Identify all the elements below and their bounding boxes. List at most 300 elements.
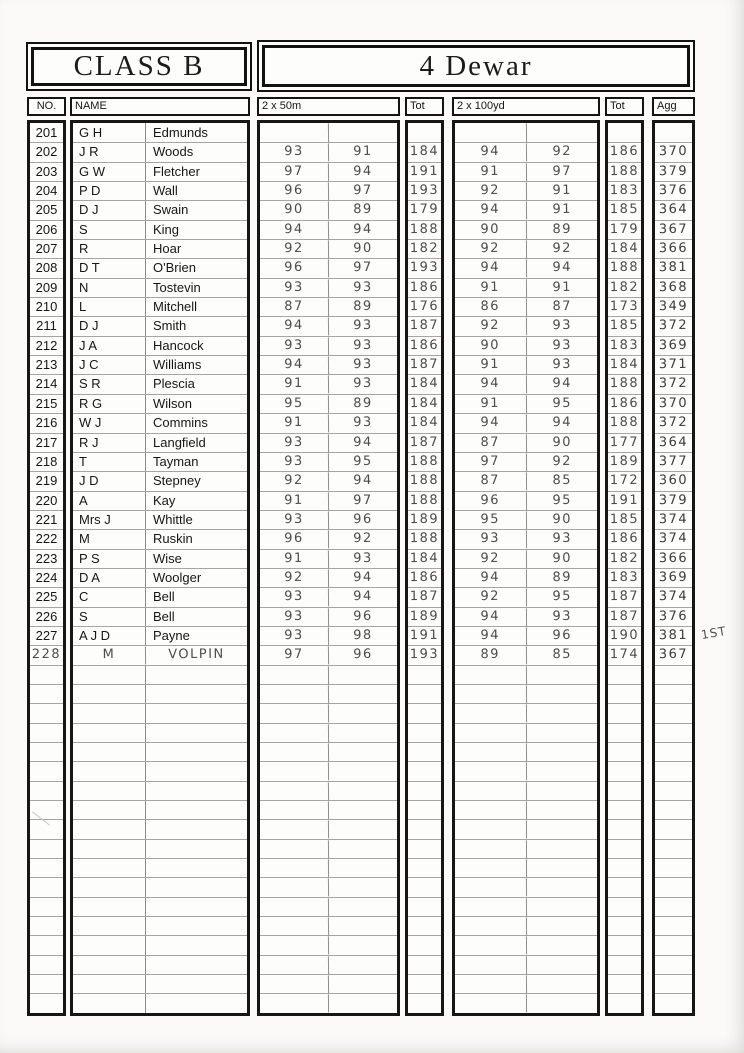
score-50m-card2-cell [328, 897, 397, 916]
surname-cell: Stepney [145, 472, 247, 490]
table-row [655, 394, 692, 413]
score-100yd-card2-cell [525, 665, 597, 684]
total-100yd-cell: 183 [609, 569, 640, 586]
table-row [655, 200, 692, 219]
row-number-cell [30, 782, 63, 800]
score-100yd-card1-cell [455, 917, 526, 936]
table-row [408, 587, 441, 606]
total-50m-cell: 184 [409, 376, 440, 392]
surname-cell [145, 975, 247, 993]
table-row [455, 955, 597, 974]
table-row [408, 819, 441, 838]
table-row [260, 549, 397, 568]
table-row [655, 529, 692, 548]
score-100yd-card2-cell [525, 936, 597, 955]
table-row [73, 452, 247, 471]
aggregate-block [652, 120, 695, 1016]
surname-cell: Swain [145, 201, 247, 219]
table-row [73, 645, 247, 664]
initials-cell [73, 898, 145, 916]
total-50m-cell: 191 [409, 163, 440, 179]
row-number-cell [30, 994, 63, 1012]
table-row [608, 123, 641, 142]
table-row [608, 645, 641, 664]
total-100yd-cell [608, 743, 641, 762]
initials-cell [73, 762, 145, 780]
score-100yd-card1-cell: 94 [480, 260, 501, 276]
aggregate-cell: 374 [658, 589, 689, 605]
table-row [655, 336, 692, 355]
total-50m-cell [408, 665, 441, 684]
table-row [30, 587, 63, 606]
surname-cell [145, 801, 247, 819]
score-100yd-card2-cell: 89 [525, 569, 597, 588]
score-100yd-card2-cell [525, 955, 597, 974]
surname-cell: Payne [145, 627, 247, 645]
table-row [408, 433, 441, 452]
table-row [30, 877, 63, 896]
score-100yd-card1-cell [455, 878, 526, 897]
aggregate-cell: 370 [658, 395, 689, 411]
aggregate-cell: 379 [658, 492, 689, 508]
table-row [30, 258, 63, 277]
score-50m-card1-cell [260, 665, 328, 684]
table-row [608, 316, 641, 335]
table-row [30, 374, 63, 393]
table-row [455, 645, 597, 664]
initials-cell: D J [79, 318, 99, 334]
row-number-cell [30, 956, 63, 974]
table-row [655, 510, 692, 529]
table-row [30, 355, 63, 374]
table-row [260, 993, 397, 1012]
total-100yd-cell [608, 123, 641, 143]
table-row [608, 800, 641, 819]
initials-cell: J A [79, 337, 98, 353]
row-number-cell [30, 975, 63, 993]
score-100yd-card1-cell [455, 994, 526, 1013]
score-100yd-card1-cell: 87 [480, 473, 501, 489]
surname-cell: Bell [145, 608, 247, 626]
table-row [30, 645, 63, 664]
score-50m-card1-cell: 93 [284, 511, 304, 527]
score-50m-card2-cell [328, 123, 397, 143]
score-50m-card2-cell: 94 [328, 472, 397, 491]
aggregate-cell [655, 685, 692, 704]
score-50m-card1-cell [260, 801, 328, 820]
total-50m-cell: 184 [409, 395, 440, 411]
surname-cell: Williams [145, 356, 247, 374]
table-row [73, 529, 247, 548]
table-row [455, 374, 597, 393]
score-50m-card1-cell [260, 762, 328, 781]
surname-cell: Plescia [145, 375, 247, 393]
table-row [608, 433, 641, 452]
score-100yd-card1-cell: 86 [480, 298, 501, 315]
table-row [73, 258, 247, 277]
initials-cell [73, 956, 145, 974]
table-row [73, 278, 247, 297]
table-row [608, 955, 641, 974]
initials-cell [73, 704, 145, 722]
table-row [260, 162, 397, 181]
total-100yd-cell [608, 704, 641, 723]
table-row [455, 742, 597, 761]
aggregate-cell: 366 [658, 550, 689, 566]
table-row [408, 278, 441, 297]
table-row [408, 549, 441, 568]
table-row [30, 220, 63, 239]
table-row [260, 645, 397, 664]
table-row [608, 239, 641, 258]
table-row [455, 355, 597, 374]
row-number-cell [30, 685, 63, 703]
score-50m-card1-cell: 91 [284, 492, 304, 508]
table-row [408, 974, 441, 993]
surname-cell [145, 917, 247, 935]
score-50m-card1-cell: 96 [284, 182, 304, 199]
table-row [608, 394, 641, 413]
total-50m-cell: 188 [409, 531, 440, 547]
score-100yd-card2-cell [525, 781, 597, 800]
column-header-agg: Agg [652, 97, 695, 116]
table-row [655, 993, 692, 1012]
table-row [30, 916, 63, 935]
table-row [455, 819, 597, 838]
score-100yd-card1-cell: 91 [480, 357, 501, 373]
initials-cell [73, 782, 145, 800]
initials-cell: N [79, 279, 89, 295]
row-number-cell [30, 859, 63, 877]
table-row [260, 452, 397, 471]
table-row [408, 297, 441, 316]
table-row [73, 607, 247, 626]
score-50m-card1-cell: 94 [284, 221, 304, 237]
surname-cell: Bell [145, 588, 247, 606]
score-100yd-card2-cell: 93 [525, 336, 597, 355]
initials-cell [73, 685, 145, 703]
table-row [608, 568, 641, 587]
score-50m-card2-cell [328, 762, 397, 781]
score-100yd-card1-cell: 91 [480, 395, 501, 411]
table-row [260, 781, 397, 800]
table-row [408, 316, 441, 335]
score-50m-card2-cell: 97 [328, 182, 397, 201]
table-row [30, 897, 63, 916]
table-row [260, 587, 397, 606]
row-number-cell: 208 [35, 260, 58, 276]
table-row [73, 510, 247, 529]
total-100yd-cell: 189 [609, 453, 640, 469]
table-row [408, 200, 441, 219]
row-number-cell [30, 724, 63, 742]
table-row [455, 142, 597, 161]
total-50m-cell [408, 975, 441, 994]
table-row [408, 955, 441, 974]
table-row [30, 316, 63, 335]
table-row [73, 877, 247, 896]
table-row [260, 510, 397, 529]
score-100yd-card2-cell: 85 [525, 646, 597, 665]
table-row [73, 162, 247, 181]
score-50m-card2-cell: 94 [328, 588, 397, 607]
score-100yd-card1-cell [455, 685, 526, 704]
table-row [260, 394, 397, 413]
table-row [260, 897, 397, 916]
column-header-tot-50: Tot [405, 97, 444, 116]
total-50m-cell: 189 [409, 608, 440, 624]
table-row [73, 800, 247, 819]
table-row [608, 258, 641, 277]
table-row [408, 993, 441, 1012]
score-100yd-card1-cell: 94 [480, 627, 501, 644]
table-row [608, 742, 641, 761]
table-row [655, 549, 692, 568]
table-row [30, 413, 63, 432]
table-row [260, 607, 397, 626]
initials-cell [73, 724, 145, 742]
score-50m-card2-cell: 92 [328, 530, 397, 549]
table-row [260, 877, 397, 896]
table-row [455, 626, 597, 645]
table-row [30, 239, 63, 258]
total-50m-cell: 182 [409, 240, 440, 257]
table-row [73, 993, 247, 1012]
row-number-cell: 210 [35, 299, 58, 315]
table-row [260, 703, 397, 722]
match-title: 4 Dewar [262, 45, 690, 87]
table-row [73, 297, 247, 316]
table-row [30, 761, 63, 780]
score-50m-card1-cell: 93 [284, 608, 304, 624]
score-50m-card2-cell [328, 917, 397, 936]
table-row [608, 684, 641, 703]
score-50m-card1-cell: 94 [284, 357, 304, 373]
table-row [608, 471, 641, 490]
total-50m-cell: 176 [409, 298, 440, 315]
row-number-cell: 207 [35, 241, 58, 257]
aggregate-cell: 377 [658, 453, 689, 469]
table-row [455, 607, 597, 626]
total-50m-cell: 189 [409, 511, 440, 528]
score-50m-card1-cell: 97 [284, 163, 304, 179]
surname-cell [145, 685, 247, 703]
table-row [73, 858, 247, 877]
table-row [408, 142, 441, 161]
table-row [408, 374, 441, 393]
aggregate-cell [655, 665, 692, 684]
aggregate-cell: 360 [658, 473, 689, 489]
total-50m-cell: 184 [409, 415, 440, 431]
initials-cell: J D [79, 473, 99, 489]
score-50m-card1-cell [260, 994, 328, 1013]
total-100yd-cell: 187 [609, 589, 640, 605]
score-100yd-card1-cell: 94 [480, 376, 501, 392]
score-100yd-card2-cell: 95 [525, 491, 597, 510]
score-100yd-card1-cell: 89 [480, 647, 501, 663]
surname-cell: Tayman [145, 453, 247, 471]
table-row [608, 374, 641, 393]
table-row [408, 916, 441, 935]
table-row [260, 839, 397, 858]
table-row [73, 316, 247, 335]
table-row [30, 626, 63, 645]
table-row [455, 587, 597, 606]
row-number-cell: 202 [35, 144, 58, 160]
initials-cell [73, 820, 145, 838]
row-number-cell: 223 [35, 550, 58, 566]
score-50m-card2-cell: 96 [328, 511, 397, 530]
table-row [655, 935, 692, 954]
table-row [455, 491, 597, 510]
row-number-cell [30, 704, 63, 722]
initials-cell: A [79, 492, 88, 508]
table-row [655, 433, 692, 452]
total-100yd-cell: 184 [609, 240, 640, 257]
score-50m-card1-cell: 90 [284, 202, 304, 218]
table-row [655, 819, 692, 838]
row-number-cell [30, 898, 63, 916]
total-100yd-cell [608, 820, 641, 839]
total-100yd-cell [608, 859, 641, 878]
initials-cell: S [79, 608, 88, 624]
table-row [455, 703, 597, 722]
score-50m-card1-cell: 92 [284, 240, 304, 257]
score-100yd-card1-cell: 92 [480, 550, 501, 566]
column-header-tot-100: Tot [605, 97, 644, 116]
score-50m-card1-cell: 97 [284, 647, 304, 663]
score-100yd-card2-cell [525, 743, 597, 762]
total-100yd-cell: 177 [609, 434, 640, 450]
score-50m-card1-cell: 93 [284, 279, 304, 295]
row-number-cell [30, 762, 63, 780]
table-row [73, 742, 247, 761]
initials-cell [73, 859, 145, 877]
table-row [608, 510, 641, 529]
aggregate-cell: 370 [658, 144, 689, 160]
initials-cell: T [79, 453, 87, 469]
table-row [73, 626, 247, 645]
table-row [608, 993, 641, 1012]
score-50m-card2-cell: 93 [328, 336, 397, 355]
initials-cell: S [79, 221, 88, 237]
table-row [608, 297, 641, 316]
table-row [455, 897, 597, 916]
row-number-cell: 226 [35, 608, 58, 624]
table-row [655, 858, 692, 877]
table-row [30, 491, 63, 510]
score-100yd-card2-cell: 91 [525, 278, 597, 297]
table-row [260, 955, 397, 974]
column-header-2x100yd: 2 x 100yd [452, 97, 600, 116]
total-100yd-cell: 182 [609, 279, 640, 295]
table-row [408, 839, 441, 858]
aggregate-cell: 367 [658, 221, 689, 237]
total-50m-cell [408, 878, 441, 897]
score-50m-card2-cell [328, 665, 397, 684]
total-100yd-cell: 186 [609, 531, 640, 547]
table-row [73, 897, 247, 916]
surname-cell [145, 762, 247, 780]
row-number-cell: 216 [35, 415, 58, 431]
surname-cell [145, 840, 247, 858]
total-100yd-cell: 188 [609, 415, 640, 431]
score-100yd-card1-cell: 92 [480, 240, 501, 257]
initials-cell: P S [79, 550, 100, 566]
aggregate-cell: 372 [658, 376, 689, 392]
table-row [30, 993, 63, 1012]
table-row [655, 278, 692, 297]
aggregate-cell [655, 723, 692, 742]
score-50m-card2-cell: 98 [328, 627, 397, 646]
table-row [455, 394, 597, 413]
table-row [73, 123, 247, 142]
column-header-no: NO. [27, 97, 66, 116]
score-100yd-card1-cell: 91 [480, 279, 501, 295]
table-row [30, 394, 63, 413]
total-50m-cell [408, 820, 441, 839]
score-50m-card1-cell: 96 [284, 260, 304, 276]
table-row [455, 993, 597, 1012]
total-50m-cell: 184 [409, 550, 440, 566]
score-50m-card1-cell: 93 [284, 589, 304, 605]
table-row [655, 142, 692, 161]
surname-cell: Woolger [145, 569, 247, 587]
table-row [73, 433, 247, 452]
table-row [655, 297, 692, 316]
table-row [655, 607, 692, 626]
score-50m-card2-cell [328, 878, 397, 897]
aggregate-cell [655, 878, 692, 897]
table-row [408, 607, 441, 626]
row-number-cell [30, 878, 63, 896]
table-row [260, 220, 397, 239]
score-100yd-card1-cell: 91 [480, 163, 501, 179]
score-100yd-card2-cell: 90 [525, 549, 597, 568]
row-number-cell: 219 [35, 473, 58, 489]
score-100yd-card1-cell [455, 897, 526, 916]
table-row [655, 684, 692, 703]
row-number-cell: 220 [35, 492, 58, 508]
table-row [455, 336, 597, 355]
total-50m-cell [408, 685, 441, 704]
table-row [73, 374, 247, 393]
table-row [30, 297, 63, 316]
total-50m-cell [408, 123, 441, 143]
surname-cell: Kay [145, 492, 247, 510]
score-100yd-card1-cell: 92 [480, 589, 501, 605]
score-100yd-card2-cell: 92 [525, 240, 597, 259]
table-row [455, 684, 597, 703]
table-row [655, 413, 692, 432]
total-50m-cell: 193 [409, 260, 440, 276]
table-row [73, 684, 247, 703]
total-100yd-cell: 188 [609, 260, 640, 276]
table-row [73, 568, 247, 587]
score-100yd-card2-cell: 92 [525, 452, 597, 471]
table-row [30, 452, 63, 471]
table-row [655, 800, 692, 819]
row-number-cell [30, 917, 63, 935]
total-100yd-cell [608, 782, 641, 801]
table-row [455, 123, 597, 142]
score-100yd-card2-cell: 95 [525, 588, 597, 607]
score-100yd-card2-cell [525, 685, 597, 704]
score-50m-card2-cell: 96 [328, 646, 397, 665]
score-100yd-card2-cell [525, 839, 597, 858]
score-100yd-card2-cell [525, 123, 597, 143]
surname-cell [145, 743, 247, 761]
